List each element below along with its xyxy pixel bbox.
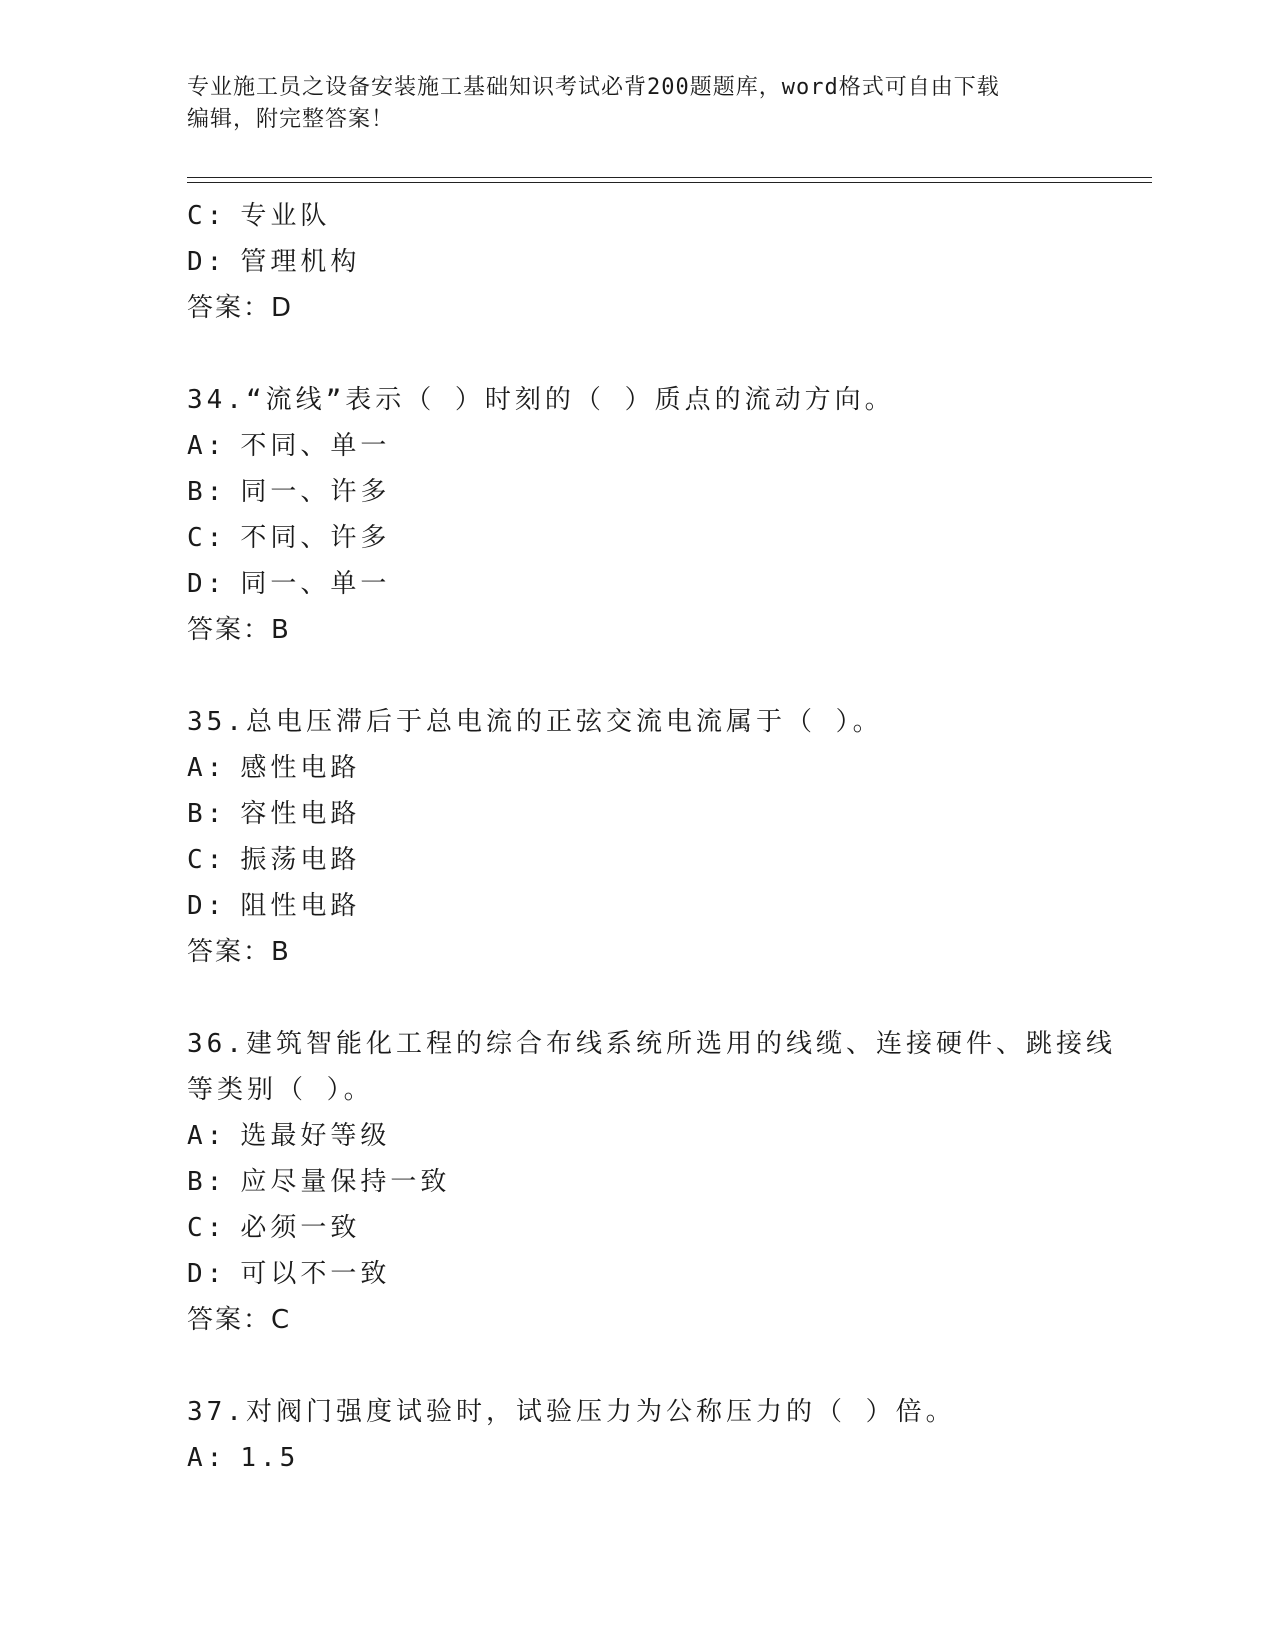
question-list xyxy=(187,193,1116,1481)
option-d xyxy=(187,561,1107,607)
option-b xyxy=(187,791,1107,837)
option-d xyxy=(187,883,1107,929)
option-text: 阻性电路 xyxy=(240,891,361,921)
document-header xyxy=(187,72,1087,136)
option-a xyxy=(187,1435,1107,1481)
option-letter: D: xyxy=(187,569,227,599)
option-text: 管理机构 xyxy=(240,247,361,277)
option-b xyxy=(187,469,1107,515)
option-letter: B: xyxy=(187,1167,227,1197)
option-text: 感性电路 xyxy=(240,753,361,783)
option-letter: A: xyxy=(187,1121,227,1151)
option-text: 可以不一致 xyxy=(240,1259,391,1289)
spacer xyxy=(187,331,1107,377)
question-text: 37.对阀门强度试验时，试验压力为公称压力的（ ）倍。 xyxy=(187,1397,956,1427)
option-letter: C: xyxy=(187,1213,227,1243)
option-c xyxy=(187,515,1107,561)
spacer xyxy=(187,975,1107,1021)
option-a xyxy=(187,423,1107,469)
option-a xyxy=(187,745,1107,791)
option-c xyxy=(187,193,1107,239)
option-text: 选最好等级 xyxy=(240,1121,391,1151)
option-text: 不同、许多 xyxy=(240,523,391,553)
option-text: 1.5 xyxy=(240,1443,300,1473)
option-text: 容性电路 xyxy=(240,799,361,829)
option-c xyxy=(187,1205,1107,1251)
header-divider-bottom xyxy=(187,182,1152,183)
question-37 xyxy=(187,1389,1107,1481)
option-letter: C: xyxy=(187,523,227,553)
option-letter: D: xyxy=(187,1259,227,1289)
header-divider-top xyxy=(187,177,1152,178)
option-d xyxy=(187,239,1107,285)
question-35 xyxy=(187,699,1107,975)
question-36 xyxy=(187,1021,1116,1343)
answer-line: 答案：D xyxy=(187,293,294,323)
option-letter: D: xyxy=(187,247,227,277)
header-title-line-1: 专业施工员之设备安装施工基础知识考试必背200题题库，word格式可自由下载 xyxy=(187,75,1000,100)
option-text: 同一、许多 xyxy=(240,477,391,507)
option-letter: B: xyxy=(187,799,227,829)
option-letter: D: xyxy=(187,891,227,921)
answer-line: 答案：B xyxy=(187,615,291,645)
option-text: 专业队 xyxy=(240,201,331,231)
option-letter: B: xyxy=(187,477,227,507)
option-letter: C: xyxy=(187,201,227,231)
option-text: 不同、单一 xyxy=(240,431,391,461)
question-33-carryover xyxy=(187,193,1107,331)
spacer xyxy=(187,653,1107,699)
option-letter: A: xyxy=(187,753,227,783)
option-letter: A: xyxy=(187,431,227,461)
option-text: 应尽量保持一致 xyxy=(240,1167,451,1197)
option-letter: A: xyxy=(187,1443,227,1473)
spacer xyxy=(187,1343,1107,1389)
option-text: 振荡电路 xyxy=(240,845,361,875)
question-34 xyxy=(187,377,1107,653)
option-text: 同一、单一 xyxy=(240,569,391,599)
question-text-line-1: 36.建筑智能化工程的综合布线系统所选用的线缆、连接硬件、跳接线 xyxy=(187,1029,1116,1059)
option-d xyxy=(187,1251,1107,1297)
option-c xyxy=(187,837,1107,883)
answer-line: 答案：B xyxy=(187,937,291,967)
question-text-line-2: 等类别（ ）。 xyxy=(187,1075,374,1105)
question-text: 34.“流线”表示（ ）时刻的（ ）质点的流动方向。 xyxy=(187,385,895,415)
option-a xyxy=(187,1113,1107,1159)
option-letter: C: xyxy=(187,845,227,875)
question-text: 35.总电压滞后于总电流的正弦交流电流属于（ ）。 xyxy=(187,707,883,737)
option-text: 必须一致 xyxy=(240,1213,361,1243)
answer-line: 答案：C xyxy=(187,1305,292,1335)
header-title-line-2: 编辑，附完整答案！ xyxy=(187,107,395,132)
option-b xyxy=(187,1159,1107,1205)
